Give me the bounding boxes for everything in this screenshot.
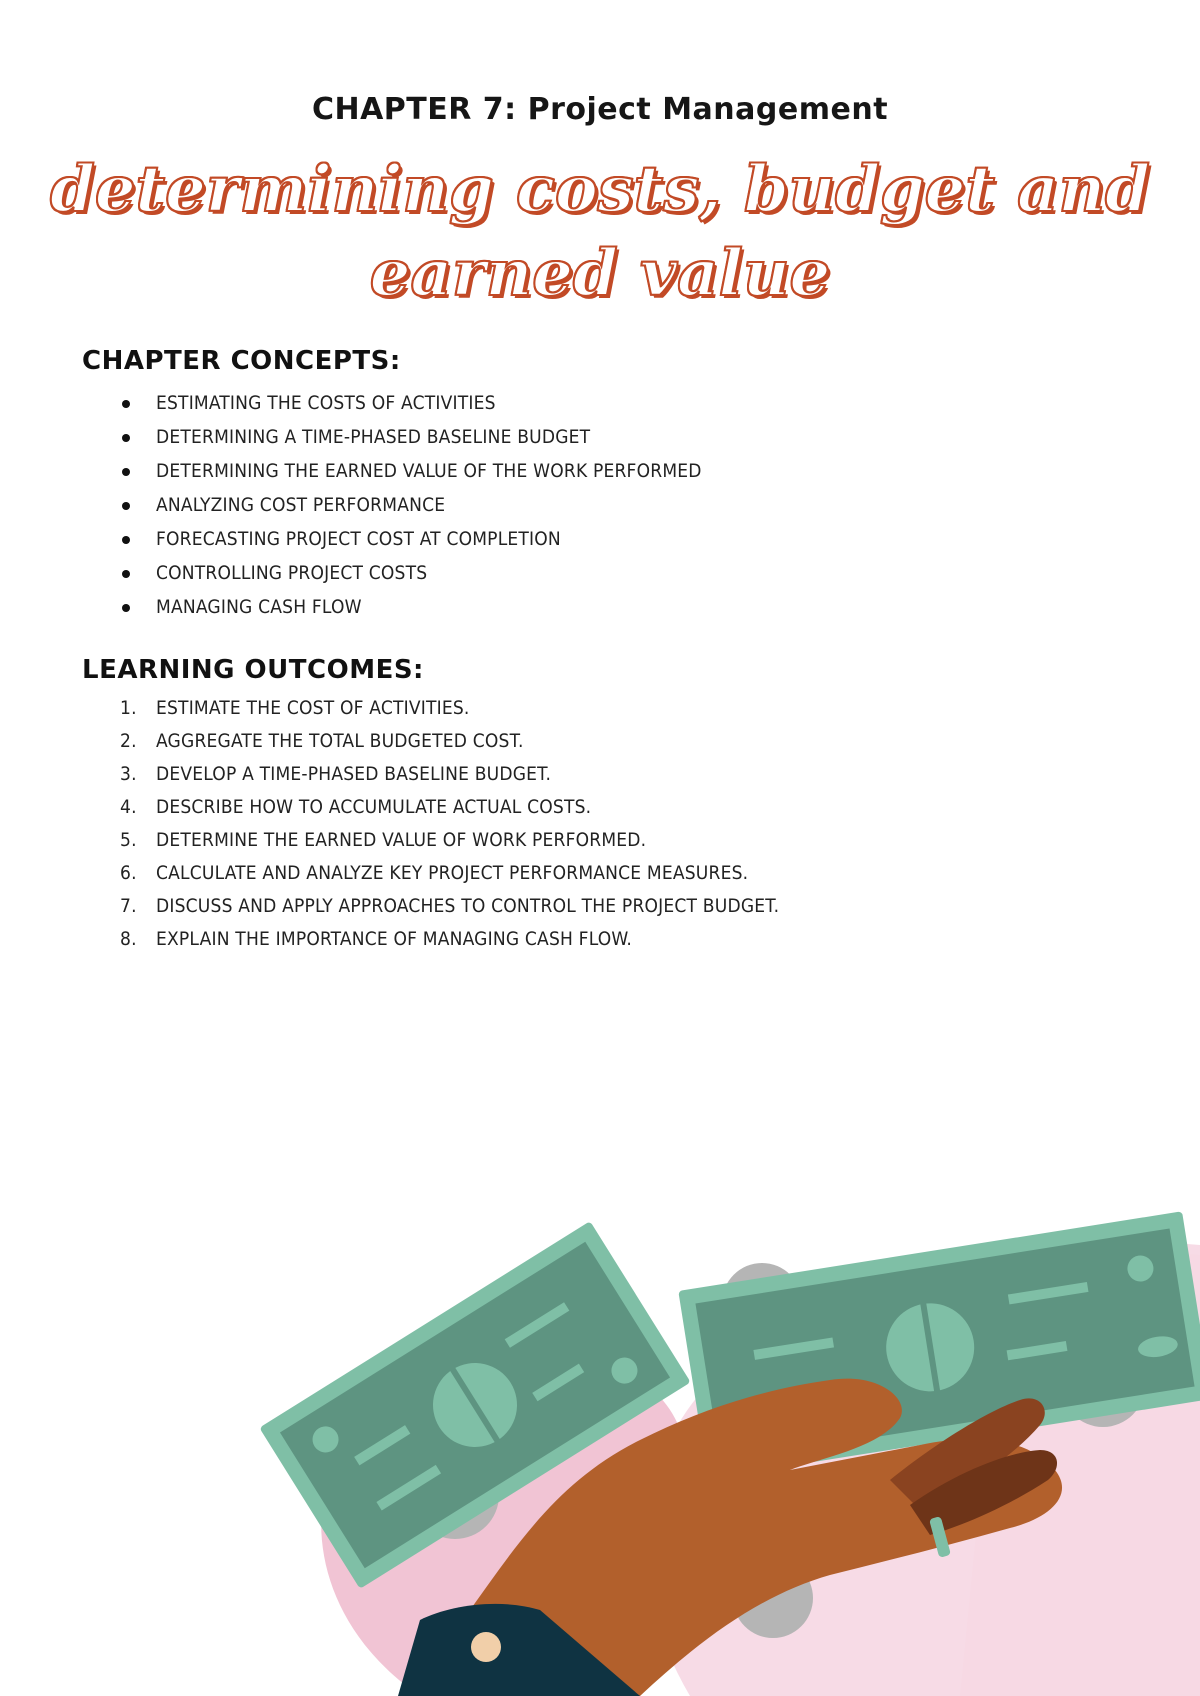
chapter-concepts-heading: CHAPTER CONCEPTS: — [82, 346, 401, 376]
list-item — [120, 758, 779, 791]
list-item-text: CONTROLLING PROJECT COSTS — [156, 562, 428, 584]
item-number: 2. — [120, 730, 137, 752]
item-number: 3. — [120, 763, 137, 785]
list-item-text: DETERMINING A TIME-PHASED BASELINE BUDGET — [156, 426, 591, 448]
learning-outcomes-list — [120, 692, 779, 956]
bullet-icon — [122, 604, 130, 612]
list-item — [120, 923, 779, 956]
list-item — [120, 890, 779, 923]
list-item — [120, 857, 779, 890]
list-item-text: EXPLAIN THE IMPORTANCE OF MANAGING CASH FLOW. — [156, 928, 632, 950]
list-item-text: DISCUSS AND APPLY APPROACHES TO CONTROL THE PROJECT BUDGET. — [156, 895, 780, 917]
list-item-text: DETERMINE THE EARNED VALUE OF WORK PERFORMED. — [156, 829, 647, 851]
coin-icon — [1061, 1343, 1145, 1427]
banknote-icon — [678, 1211, 1200, 1478]
list-item — [120, 386, 702, 420]
list-item-text: DETERMINING THE EARNED VALUE OF THE WORK PERFORMED — [156, 460, 702, 482]
bullet-icon — [122, 502, 130, 510]
list-item — [120, 556, 702, 590]
hand-shape — [430, 1379, 1062, 1696]
button-dot-icon — [471, 1632, 501, 1662]
pink-blob-shape — [960, 1253, 1200, 1696]
finger-shape — [890, 1398, 1045, 1510]
bullet-icon — [122, 468, 130, 476]
list-item-text: FORECASTING PROJECT COST AT COMPLETION — [156, 528, 561, 550]
page-title — [0, 148, 1200, 316]
learning-outcomes-heading: LEARNING OUTCOMES: — [82, 655, 424, 685]
list-item-text: AGGREGATE THE TOTAL BUDGETED COST. — [156, 730, 524, 752]
list-item — [120, 488, 702, 522]
coin-icon — [411, 1451, 499, 1539]
list-item — [120, 522, 702, 556]
list-item-text: DEVELOP A TIME-PHASED BASELINE BUDGET. — [156, 763, 552, 785]
item-number: 4. — [120, 796, 137, 818]
list-item — [120, 420, 702, 454]
coin-icon — [733, 1558, 813, 1638]
list-item — [120, 454, 702, 488]
chapter-label: CHAPTER 7: Project Management — [311, 92, 889, 127]
title-line-2: earned value — [369, 236, 831, 311]
sleeve-shape — [398, 1604, 640, 1696]
list-item — [120, 824, 779, 857]
finger-shape — [910, 1450, 1057, 1535]
list-item — [120, 692, 779, 725]
list-item — [120, 791, 779, 824]
banknote-icon — [259, 1221, 690, 1589]
bullet-icon — [122, 536, 130, 544]
pink-blob-shape — [645, 1241, 1200, 1696]
list-item-text: DESCRIBE HOW TO ACCUMULATE ACTUAL COSTS. — [156, 796, 592, 818]
item-number: 6. — [120, 862, 137, 884]
list-item-text: MANAGING CASH FLOW — [156, 596, 362, 618]
title-line-1: determining costs, budget and — [50, 152, 1150, 227]
bullet-icon — [122, 434, 130, 442]
chapter-concepts-list — [120, 386, 702, 624]
list-item-text: ESTIMATE THE COST OF ACTIVITIES. — [156, 697, 470, 719]
list-item-text: ESTIMATING THE COSTS OF ACTIVITIES — [156, 392, 496, 414]
item-number: 8. — [120, 928, 137, 950]
list-item-text: CALCULATE AND ANALYZE KEY PROJECT PERFORMANCE MEASURES. — [156, 862, 749, 884]
coin-icon — [722, 1263, 802, 1343]
list-item — [120, 725, 779, 758]
item-number: 1. — [120, 697, 137, 719]
bullet-icon — [122, 570, 130, 578]
bracelet-icon — [929, 1516, 951, 1558]
list-item — [120, 590, 702, 624]
bullet-icon — [122, 400, 130, 408]
item-number: 5. — [120, 829, 137, 851]
list-item-text: ANALYZING COST PERFORMANCE — [156, 494, 446, 516]
item-number: 7. — [120, 895, 137, 917]
pink-blob-shape — [321, 1346, 688, 1696]
